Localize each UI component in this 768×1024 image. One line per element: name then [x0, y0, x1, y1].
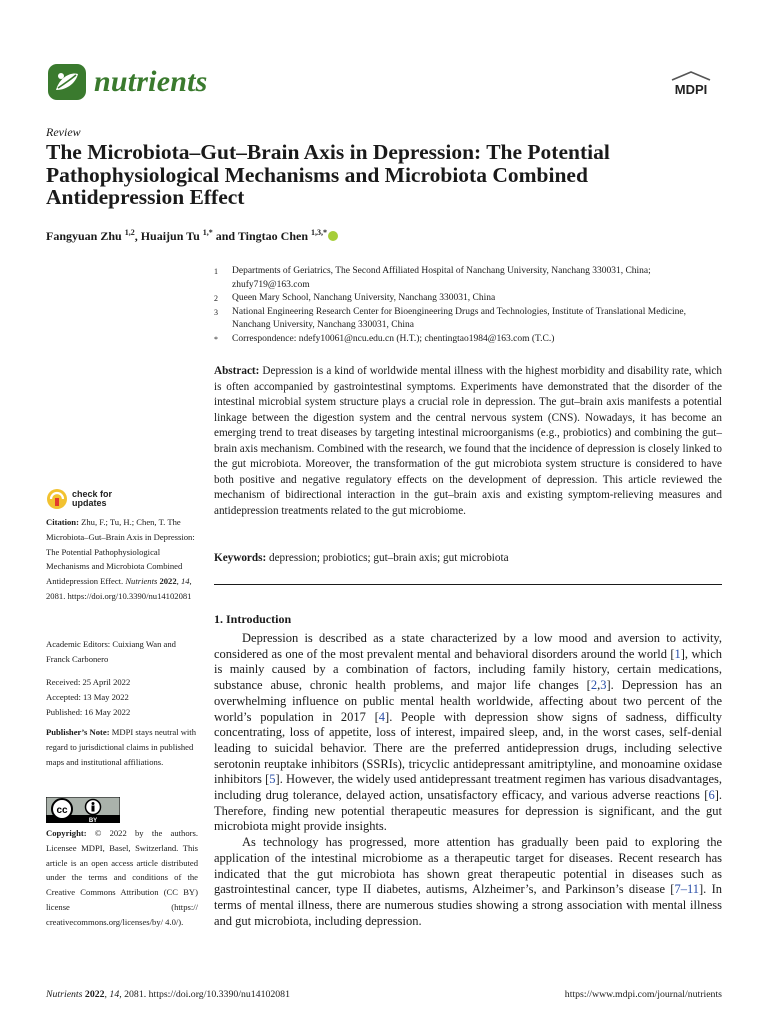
publishers-note-text: MDPI stays neutral with regard to jurisdictional claims in published maps and institutional affiliations. [46, 727, 196, 767]
copyright-text: © 2022 by the authors. Licensee MDPI, Basel, Switzerland. This article is an open access article distributed under the terms and conditions of the Creative Commons Attribution (CC BY) license (https:// creativecommons.org/licenses/by/ 4.0/). [46, 828, 198, 927]
citation-block [46, 515, 198, 604]
citation-label: Citation: [46, 517, 79, 527]
check-updates-label: updates [72, 498, 107, 508]
affiliation-mark: 2 [214, 294, 218, 303]
keywords-text: depression; probiotics; gut–brain axis; gut microbiota [266, 552, 509, 564]
citation-journal: Nutrients [125, 576, 158, 587]
cc-by-label: BY [88, 818, 98, 823]
author-separator: and [212, 229, 238, 243]
abstract-text: Depression is a kind of worldwide mental illness with the highest morbidity and disability rate, which is often accompanied by gastrointestinal symptoms. Experiments have demonstrated that the disorder of the intestinal microbial system structure plays a crucial role in depression. The gut–brain axis manifests a potential linkage between the digestion system and the central nervous system (CNS). Nowadays, it has become an emerging trend to treat diseases by targeting intestinal microorganisms (e.g., probiotics) and combining the gut–brain axis mechanism. Combined with the research, we found that the incidence of depression is closely linked to the gut microbiota. Moreover, the transformation of the gut microbiota system structure is considered to have both positive and negative regulatory effects on the development of depression. This article reviewed the mechanism of bidirectional interaction in the gut–brain axis and existing symptom-relieving measures and antidepression treatments related to the gut microbiome. [214, 365, 722, 517]
affiliation-text: Queen Mary School, Nanchang University, Nanchang 330031, China [232, 293, 496, 303]
svg-text:cc: cc [56, 805, 68, 816]
citation-text: Zhu, F.; Tu, H.; Chen, T. The Microbiota–Gut–Brain Axis in Depression: The Potential Pathophysiological Mechanisms and Microbiota Combined Antidepression Effect. [46, 517, 195, 587]
introduction-body [214, 631, 722, 929]
reference-link[interactable]: 6 [708, 788, 715, 803]
text-run: ], which is mainly caused by a combination of factors, including family history, certain medications, substance abuse, chronic health problems, and major life changes [ [214, 646, 722, 693]
abstract-label: Abstract: [214, 365, 260, 377]
publication-dates [46, 675, 198, 719]
check-for-updates-badge[interactable] [46, 488, 112, 510]
reference-link[interactable]: 4 [378, 709, 386, 724]
publisher-name: MDPI [674, 82, 708, 97]
text-run: ]. People with depression show signs of sadness, difficulty concentrating, loss of appetite, loss of interest, impaired sleep, and, in the worst cases, self-denial leading to suicidal behavior. There are the preferred antidepression drugs, including selective serotonin reuptake inhibitors (SSRIs), tricyclic antidepressant amitriptyline, and monoamine oxidase inhibitors [ [214, 709, 722, 787]
affiliation-item [214, 306, 722, 333]
citation-volume: , 14 [176, 576, 190, 587]
author-affiliation-mark: 1,3,* [311, 228, 328, 237]
affiliation-mark: 1 [214, 267, 218, 276]
paragraph [214, 631, 722, 835]
reference-link[interactable]: 1 [674, 646, 681, 661]
affiliation-text: National Engineering Research Center for Bioengineering Drugs and Technologies, Institute of Translational Medicine, Nanchang University, Nanchang 330031, China [232, 306, 686, 330]
text-run: ]. However, the widely used antidepressant treatment regimen has various disadvantages, including drug tolerance, delayed action, unsatisfactory efficacy, and various adverse reactions [ [214, 772, 722, 803]
author-name: Tingtao Chen [237, 229, 309, 243]
accepted-date: Accepted: 13 May 2022 [46, 691, 129, 702]
affiliation-mark: * [214, 334, 218, 344]
text-run: ]. Depression has an overwhelming influence on public mental health worldwide, affecting about two percent of the world’s population in 2017 [ [214, 678, 722, 724]
article-type: Review [46, 125, 81, 139]
affiliation-item [214, 333, 722, 347]
citation-doi[interactable]: , 2081. https://doi.org/10.3390/nu14102081 [46, 576, 192, 601]
footer-journal-url[interactable]: https://www.mdpi.com/journal/nutrients [564, 989, 722, 1000]
author-affiliation-mark: 1,* [202, 228, 213, 237]
citation-year: 2022 [157, 576, 177, 587]
academic-editors: Academic Editors: Cuixiang Wan and Franck Carbonero [46, 639, 176, 664]
affiliation-text: Departments of Geriatrics, The Second Affiliated Hospital of Nanchang University, Nanchang 330031, China; zhufy719@163.com [232, 266, 651, 290]
paragraph [214, 835, 722, 929]
text-run: As technology has progressed, more attention has gradually been paid to exploring the application of the intestinal microbiome as a therapeutic target for diseases. Recent research has indicated that the gut microbiota has shown great therapeutic potential in diseases such as gastrointestinal cancer, type II diabetes, autisms, Alzheimer’s, and Parkinson’s disease [ [214, 835, 722, 897]
footer-volume: , 14 [104, 989, 120, 1000]
journal-emblem-icon [46, 62, 88, 102]
cc-by-license-icon[interactable] [46, 797, 120, 823]
footer-journal: Nutrients [46, 989, 83, 1000]
received-date: Received: 25 April 2022 [46, 677, 131, 687]
copyright-notice [46, 826, 198, 930]
footer-year: 2022 [82, 989, 105, 1000]
section-divider [214, 584, 722, 585]
footer-doi[interactable]: , 2081. https://doi.org/10.3390/nu14102081 [119, 989, 290, 1000]
footer-citation [46, 989, 290, 1000]
author-list [46, 228, 338, 244]
reference-link[interactable]: 7–11 [674, 882, 699, 897]
check-updates-label: check for [72, 488, 113, 499]
publishers-note-label: Publisher’s Note: [46, 727, 110, 737]
section-heading: 1. Introduction [214, 612, 292, 626]
affiliation-item [214, 292, 722, 306]
author-separator: , [134, 229, 141, 243]
author-name: Fangyuan Zhu [46, 229, 122, 243]
publishers-note [46, 725, 198, 769]
text-run: ]. In terms of mental illness, there are numerous studies showing a strong association with mental illness and gut microbiota, including depression. [214, 882, 722, 928]
author-name: Huaijun Tu [140, 229, 200, 243]
publisher-logo [666, 70, 716, 98]
affiliations [214, 265, 722, 346]
copyright-label: Copyright: [46, 828, 87, 838]
journal-name: nutrients [94, 65, 208, 98]
correspondence-text: Correspondence: ndefy10061@ncu.edu.cn (H.T.); chentingtao1984@163.com (T.C.) [232, 333, 555, 344]
reference-link[interactable]: 5 [269, 772, 276, 787]
text-run: ]. Therefore, finding new potential therapeutic measures for depression is significant, and the gut microbiota might provide insights. [214, 788, 722, 834]
article-title: The Microbiota–Gut–Brain Axis in Depression: The Potential Pathophysiological Mechanisms and Microbiota Combined Antidepression Effect [46, 140, 610, 209]
keywords-label: Keywords: [214, 552, 267, 564]
affiliation-item [214, 265, 722, 292]
orcid-icon[interactable] [328, 231, 338, 241]
affiliation-mark: 3 [214, 307, 218, 317]
author-affiliation-mark: 1,2 [124, 228, 135, 237]
keywords [214, 552, 722, 564]
abstract [214, 364, 722, 519]
reference-link[interactable]: 2 [590, 678, 598, 693]
text-run: Depression is described as a state characterized by a low mood and aversion to activity, considered as one of the most prevalent mental and behavioral disorders around the world [ [214, 631, 722, 661]
journal-logo [46, 62, 208, 102]
text-run: , [597, 678, 601, 693]
check-updates-icon [46, 488, 68, 510]
reference-link[interactable]: 3 [600, 678, 607, 693]
published-date: Published: 16 May 2022 [46, 706, 131, 717]
